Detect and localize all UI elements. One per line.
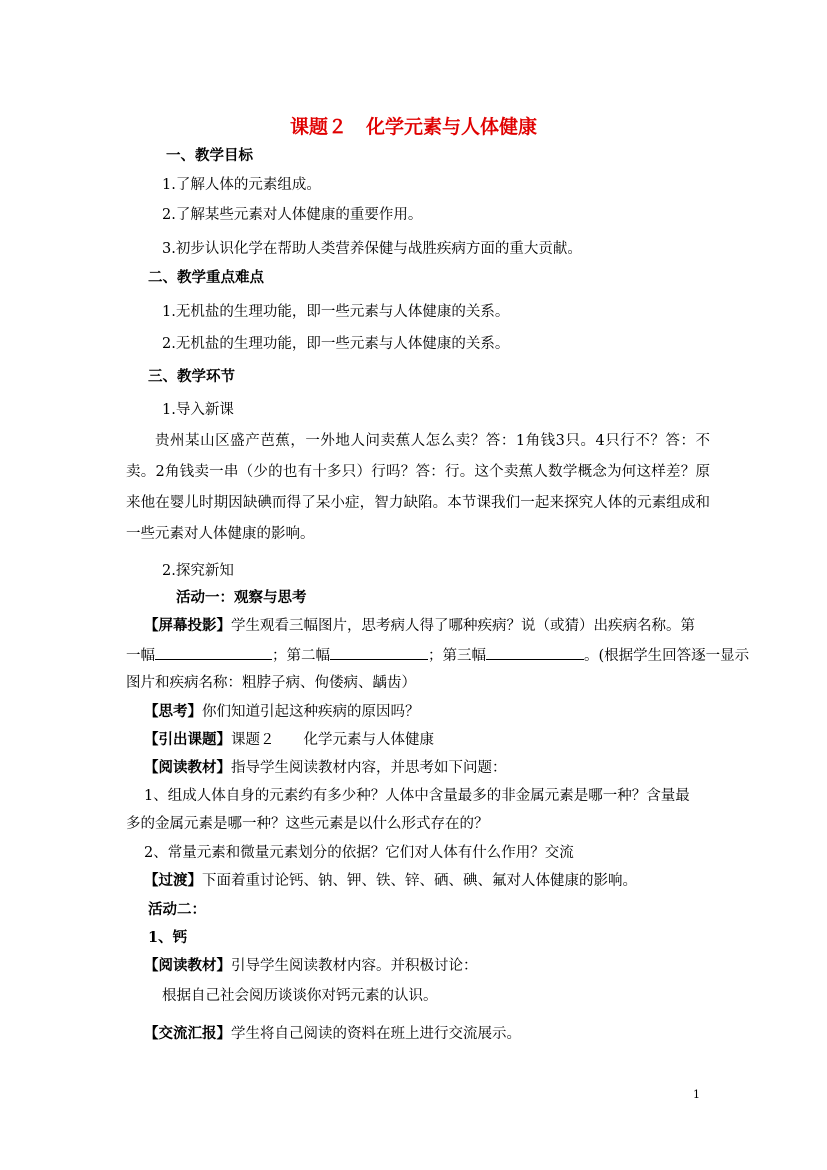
report-text: 学生将自己阅读的资料在班上进行交流展示。 [231,1026,521,1042]
read2-line [144,956,478,976]
page-title: 课题２ 化学元素与人体健康 [289,116,537,138]
think-text: 你们知道引起这种疾病的原因吗？ [202,704,420,720]
read2-text: 引导学生阅读教材内容。并积极讨论： [231,958,478,974]
answer-blank-1[interactable] [155,645,272,660]
read-line [144,758,507,778]
objective-item: 1.了解人体的元素组成。 [162,177,321,193]
section-heading-key-points: 二、教学重点难点 [148,269,264,286]
section-heading-steps: 三、教学环节 [148,368,235,385]
read-text: 指导学生阅读教材内容，并思考如下问题： [231,760,507,776]
key-point-item: 2.无机盐的生理功能，即一些元素与人体健康的关系。 [162,336,510,352]
step-label-explore: 2.探究新知 [162,563,234,579]
question-one-line2: 多的金属元素是哪一种？这些元素是以什么形式存在的？ [126,816,489,832]
objective-item: 2.了解某些元素对人体健康的重要作用。 [162,207,423,223]
lead-tag: 【引出课题】 [144,731,231,748]
lead-text: 课题２ 化学元素与人体健康 [231,732,434,748]
projection-tag: 【屏幕投影】 [144,617,231,634]
projection-line [144,616,695,636]
transition-text: 下面着重讨论钙、钠、钾、铁、锌、硒、碘、氟对人体健康的影响。 [202,873,637,889]
report-tag: 【交流汇报】 [144,1025,231,1042]
key-point-item: 1.无机盐的生理功能，即一些元素与人体健康的关系。 [162,304,510,320]
projection-text: 学生观看三幅图片，思考病人得了哪种疾病？说（或猜）出疾病名称。第 [231,618,695,634]
question-two: 2、常量元素和微量元素划分的依据？它们对人体有什么作用？交流 [144,845,574,861]
second-label: ；第二幅 [272,648,330,664]
lead-line [144,730,434,750]
calcium-heading: 1、钙 [148,929,188,946]
first-label: 一幅 [126,648,155,664]
activity-one-heading: 活动一：观察与思考 [176,589,307,606]
activity-two-heading: 活动二： [148,901,206,918]
transition-tag: 【过渡】 [144,872,202,889]
answer-blank-3[interactable] [486,645,584,660]
transition-line [144,871,637,891]
projection-blanks-line [126,645,749,666]
think-line [144,702,420,722]
page-number: 1 [693,1088,700,1101]
intro-paragraph: 贵州某山区盛产芭蕉，一外地人问卖蕉人怎么卖？答：1角钱3只。4只行不？答：不卖。2角钱卖一串（少的也有十多只）行吗？答：行。这个卖蕉人数学概念为何这样差？原来他在婴儿时期因缺碘而得了呆小症，智力缺陷。本节课我们一起来探究人体的元素组成和一些元素对人体健康的影响。 [126,433,710,542]
question-one-line1: 1、组成人体自身的元素约有多少种？人体中含量最多的非金属元素是哪一种？含量最 [144,788,690,804]
projection-tail: 。(根据学生回答逐一显示 [584,648,750,664]
projection-diseases: 图片和疾病名称：粗脖子病、佝偻病、龋齿） [126,675,416,691]
section-heading-objectives: 一、教学目标 [166,147,253,164]
third-label: ；第三幅 [428,648,486,664]
objective-item: 3.初步认识化学在帮助人类营养保健与战胜疾病方面的重大贡献。 [162,241,582,257]
step-label-intro: 1.导入新课 [162,402,234,418]
answer-blank-2[interactable] [330,645,428,660]
think-tag: 【思考】 [144,703,202,720]
read2-tag: 【阅读教材】 [144,957,231,974]
report-line [144,1024,521,1044]
read-tag: 【阅读教材】 [144,759,231,776]
discussion-prompt: 根据自己社会阅历谈谈你对钙元素的认识。 [162,988,438,1004]
